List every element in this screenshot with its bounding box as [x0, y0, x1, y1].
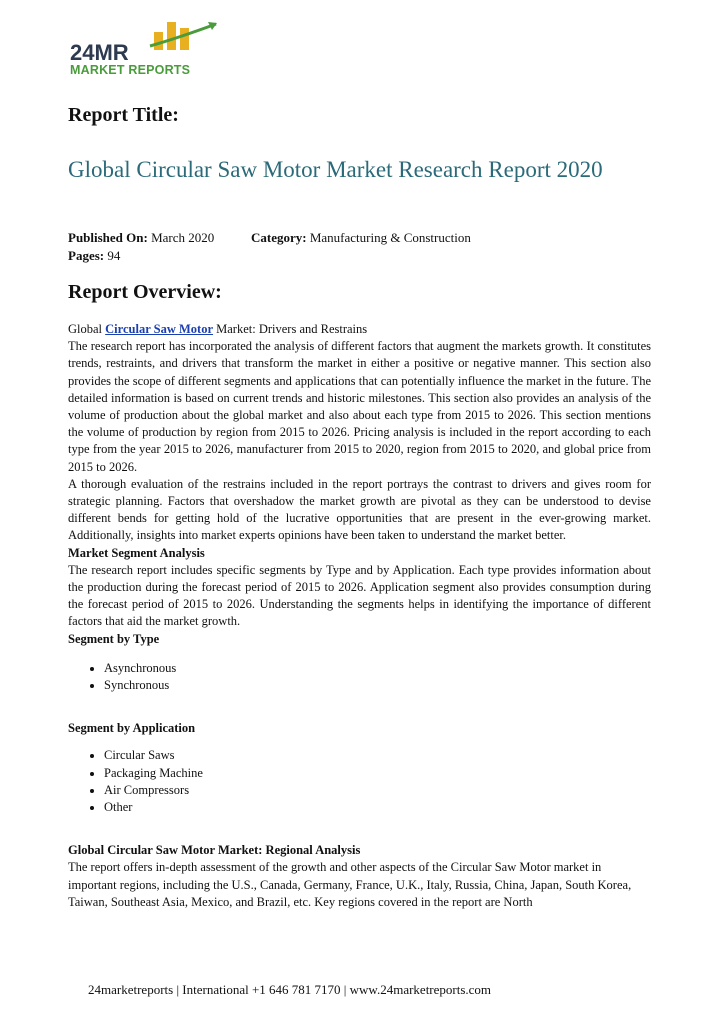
- segment-type-list: [68, 660, 651, 694]
- report-title: Global Circular Saw Motor Market Research Report 2020: [68, 157, 603, 182]
- report-overview-body: [68, 321, 651, 911]
- pages: [68, 248, 120, 264]
- pages-label: Pages:: [68, 248, 105, 263]
- category: [251, 230, 471, 246]
- published-value: March 2020: [151, 230, 215, 245]
- overview-lead: [68, 321, 651, 338]
- overview-paragraph-3: The research report includes specific segments by Type and by Application. Each type provides information about the production during the forecast period of 2015 to 2026. Application segment also provides consumption during the forecast period of 2015 to 2026. Understanding the segments helps in identifying the importance of different factors that aid the market growth.: [68, 562, 651, 629]
- list-item: • Circular Saws: [104, 747, 651, 764]
- published-on: [68, 230, 214, 246]
- pages-value: 94: [107, 248, 121, 263]
- list-item: • Synchronous: [104, 677, 651, 694]
- bar-chart-logo-icon: [148, 18, 218, 50]
- overview-paragraph-2: A thorough evaluation of the restrains included in the report portrays the contrast to drivers and gives room for strategic planning. Factors that overshadow the market growth are pivotal as they can be understood to devise different bends for getting hold of the lucrative opportunities that are present in the ever-growing market. Additionally, insights into market experts opinions have been taken to understand the market better.: [68, 476, 651, 543]
- lead-suffix: Market: Drivers and Restrains: [216, 322, 368, 336]
- segment-by-application-heading: Segment by Application: [68, 721, 196, 736]
- overview-paragraph-4: The report offers in-depth assessment of the growth and other aspects of the Circular Saw Motor market in important regions, including the U.S., Canada, Germany, France, U.K., Italy, Russia, China, Japan, South Korea, Taiwan, Southeast Asia, Mexico, and Brazil, etc. Key regions covered in the report are North: [68, 860, 632, 909]
- report-overview-heading: Report Overview:: [68, 281, 222, 303]
- circular-saw-motor-link[interactable]: Circular Saw Motor: [105, 322, 214, 336]
- category-value: Manufacturing & Construction: [309, 230, 471, 245]
- published-label: Published On:: [68, 230, 148, 245]
- list-item: • Other: [104, 799, 651, 816]
- segment-by-type-heading: Segment by Type: [68, 631, 160, 646]
- list-item: • Air Compressors: [104, 782, 651, 799]
- segment-application-list: [68, 747, 651, 816]
- page-footer: 24marketreports | International +1 646 781 7170 | www.24marketreports.com: [88, 982, 492, 997]
- company-logo: [70, 18, 220, 78]
- list-item: • Packaging Machine: [104, 765, 651, 782]
- lead-prefix: Global: [68, 322, 103, 336]
- report-title-label: Report Title:: [68, 104, 179, 126]
- list-item: • Asynchronous: [104, 660, 651, 677]
- category-label: Category:: [251, 230, 307, 245]
- market-segment-heading: Market Segment Analysis: [68, 545, 205, 560]
- logo-wordmark: 24MR: [70, 40, 129, 65]
- regional-analysis-heading: Global Circular Saw Motor Market: Regional Analysis: [68, 843, 361, 858]
- overview-paragraph-1: The research report has incorporated the analysis of different factors that augment the markets growth. It constitutes trends, restraints, and drivers that transform the market in either a positive or negative manner. This section also provides the scope of different segments and applications that can potentially influence the market in the future. The detailed information is based on current trends and historic milestones. This section also provides an analysis of the volume of production about the global market and also about each type from 2015 to 2026. This section mentions the volume of production by region from 2015 to 2026. Pricing analysis is included in the report according to each type from the year 2015 to 2026, manufacturer from 2015 to 2020, region from 2015 to 2020, and global price from 2015 to 2026.: [68, 339, 651, 474]
- logo-subtitle: MARKET REPORTS: [70, 63, 191, 77]
